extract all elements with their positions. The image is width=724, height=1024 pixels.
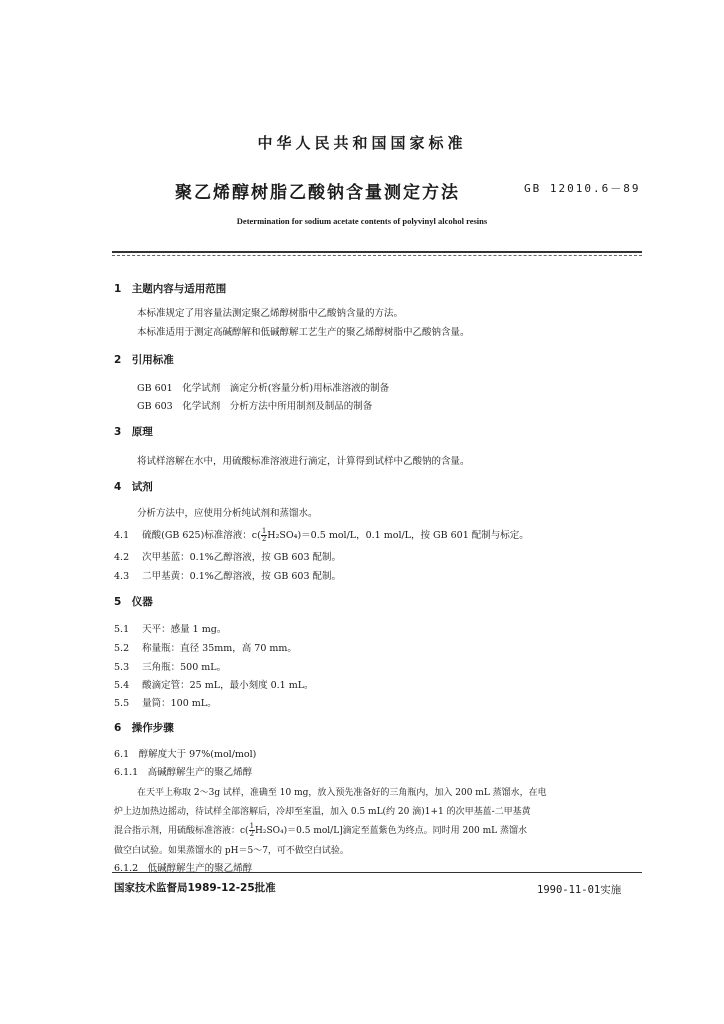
item-number: 5.2 — [114, 643, 130, 654]
section-1-heading: 1 主题内容与适用范围 — [114, 283, 227, 295]
item-text: 称量瓶：直径 35mm，高 70 mm。 — [142, 643, 297, 654]
item-text: 量筒：100 mL。 — [142, 698, 217, 709]
item-5-3 — [114, 659, 226, 673]
reference-gb603: GB 603 化学试剂 分析方法中所用制剂及制品的制备 — [137, 401, 373, 412]
section-1-paragraph-2: 本标准适用于测定高碱醇解和低碱醇解工艺生产的聚乙烯醇树脂中乙酸钠含量。 — [137, 327, 470, 338]
footer-rule — [112, 872, 642, 873]
item-number: 5.3 — [114, 662, 130, 673]
item-text: 次甲基蓝：0.1%乙醇溶液，按 GB 603 配制。 — [142, 552, 342, 563]
approval-note: 国家技术监督局1989-12-25批准 — [114, 882, 276, 894]
reference-gb601: GB 601 化学试剂 滴定分析(容量分析)用标准溶液的制备 — [137, 383, 390, 394]
fraction-denominator: 2 — [249, 830, 255, 838]
section-2-heading: 2 引用标准 — [114, 354, 174, 366]
item-number: 4.3 — [114, 571, 130, 582]
item-number: 4.1 — [114, 530, 130, 541]
standard-code: GB 12010.6－89 — [524, 182, 641, 195]
item-number: 5.1 — [114, 624, 130, 635]
procedure-text-post: H₂SO₄)＝0.5 mol/L]滴定至蓝紫色为终点。同时用 200 mL 蒸馏水 — [255, 826, 527, 836]
section-5-heading: 5 仪器 — [114, 596, 153, 608]
item-text: 天平：感量 1 mg。 — [142, 624, 227, 635]
effective-date: 1990-11-01实施 — [537, 884, 622, 896]
item-text-post: H₂SO₄)＝0.5 mol/L，0.1 mol/L，按 GB 601 配制与标定。 — [267, 530, 529, 541]
item-5-2 — [114, 640, 297, 654]
procedure-text-pre: 混合指示剂，用硫酸标准溶液：c( — [114, 826, 249, 836]
item-4-1 — [114, 527, 529, 543]
header-rule-dashed — [112, 255, 642, 256]
section-3-paragraph: 将试样溶解在水中，用硫酸标准溶液进行滴定，计算得到试样中乙酸钠的含量。 — [137, 456, 470, 467]
item-6-1-2: 6.1.2 低碱醇解生产的聚乙烯醇 — [114, 863, 253, 874]
item-5-4 — [114, 677, 314, 691]
section-6-heading: 6 操作步骤 — [114, 722, 174, 734]
procedure-line-1: 在天平上称取 2～3g 试样，准确至 10 mg，放入预先准备好的三角瓶内，加入 200 mL 蒸馏水，在电 — [137, 788, 547, 798]
procedure-line-2: 炉上边加热边摇动，待试样全部溶解后，冷却至室温，加入 0.5 mL(约 20 滴)1+1 的次甲基蓝-二甲基黄 — [114, 807, 531, 817]
section-4-heading: 4 试剂 — [114, 481, 153, 493]
section-4-intro: 分析方法中，应使用分析纯试剂和蒸馏水。 — [137, 508, 318, 519]
item-4-3 — [114, 568, 341, 582]
fraction-numerator: 1 — [261, 527, 267, 535]
item-6-1-1: 6.1.1 高碱醇解生产的聚乙烯醇 — [114, 767, 253, 778]
item-6-1: 6.1 醇解度大于 97%(mol/mol) — [114, 749, 257, 760]
item-text: 二甲基黄：0.1%乙醇溶液，按 GB 603 配制。 — [142, 571, 342, 582]
procedure-line-3 — [114, 823, 527, 838]
fraction-denominator: 2 — [261, 535, 267, 543]
procedure-line-4: 做空白试验。如果蒸馏水的 pH＝5～7，可不做空白试验。 — [114, 846, 349, 856]
header-rule — [112, 251, 642, 253]
item-text: 酸滴定管：25 mL，最小刻度 0.1 mL。 — [142, 680, 314, 691]
item-text: 三角瓶：500 mL。 — [142, 662, 227, 673]
issuing-org: 中华人民共和国国家标准 — [257, 134, 467, 152]
section-3-heading: 3 原理 — [114, 426, 153, 438]
english-title: Determination for sodium acetate contents of polyvinyl alcohol resins — [236, 216, 488, 226]
item-5-5 — [114, 695, 217, 709]
section-1-paragraph-1: 本标准规定了用容量法测定聚乙烯醇树脂中乙酸钠含量的方法。 — [137, 308, 404, 319]
item-text-pre: 硫酸(GB 625)标准溶液：c( — [142, 530, 261, 541]
fraction-numerator: 1 — [249, 822, 255, 830]
item-4-2 — [114, 549, 341, 563]
item-number: 4.2 — [114, 552, 130, 563]
item-number: 5.5 — [114, 698, 130, 709]
document-title: 聚乙烯醇树脂乙酸钠含量测定方法 — [175, 183, 460, 203]
item-number: 5.4 — [114, 680, 130, 691]
item-5-1 — [114, 621, 226, 635]
